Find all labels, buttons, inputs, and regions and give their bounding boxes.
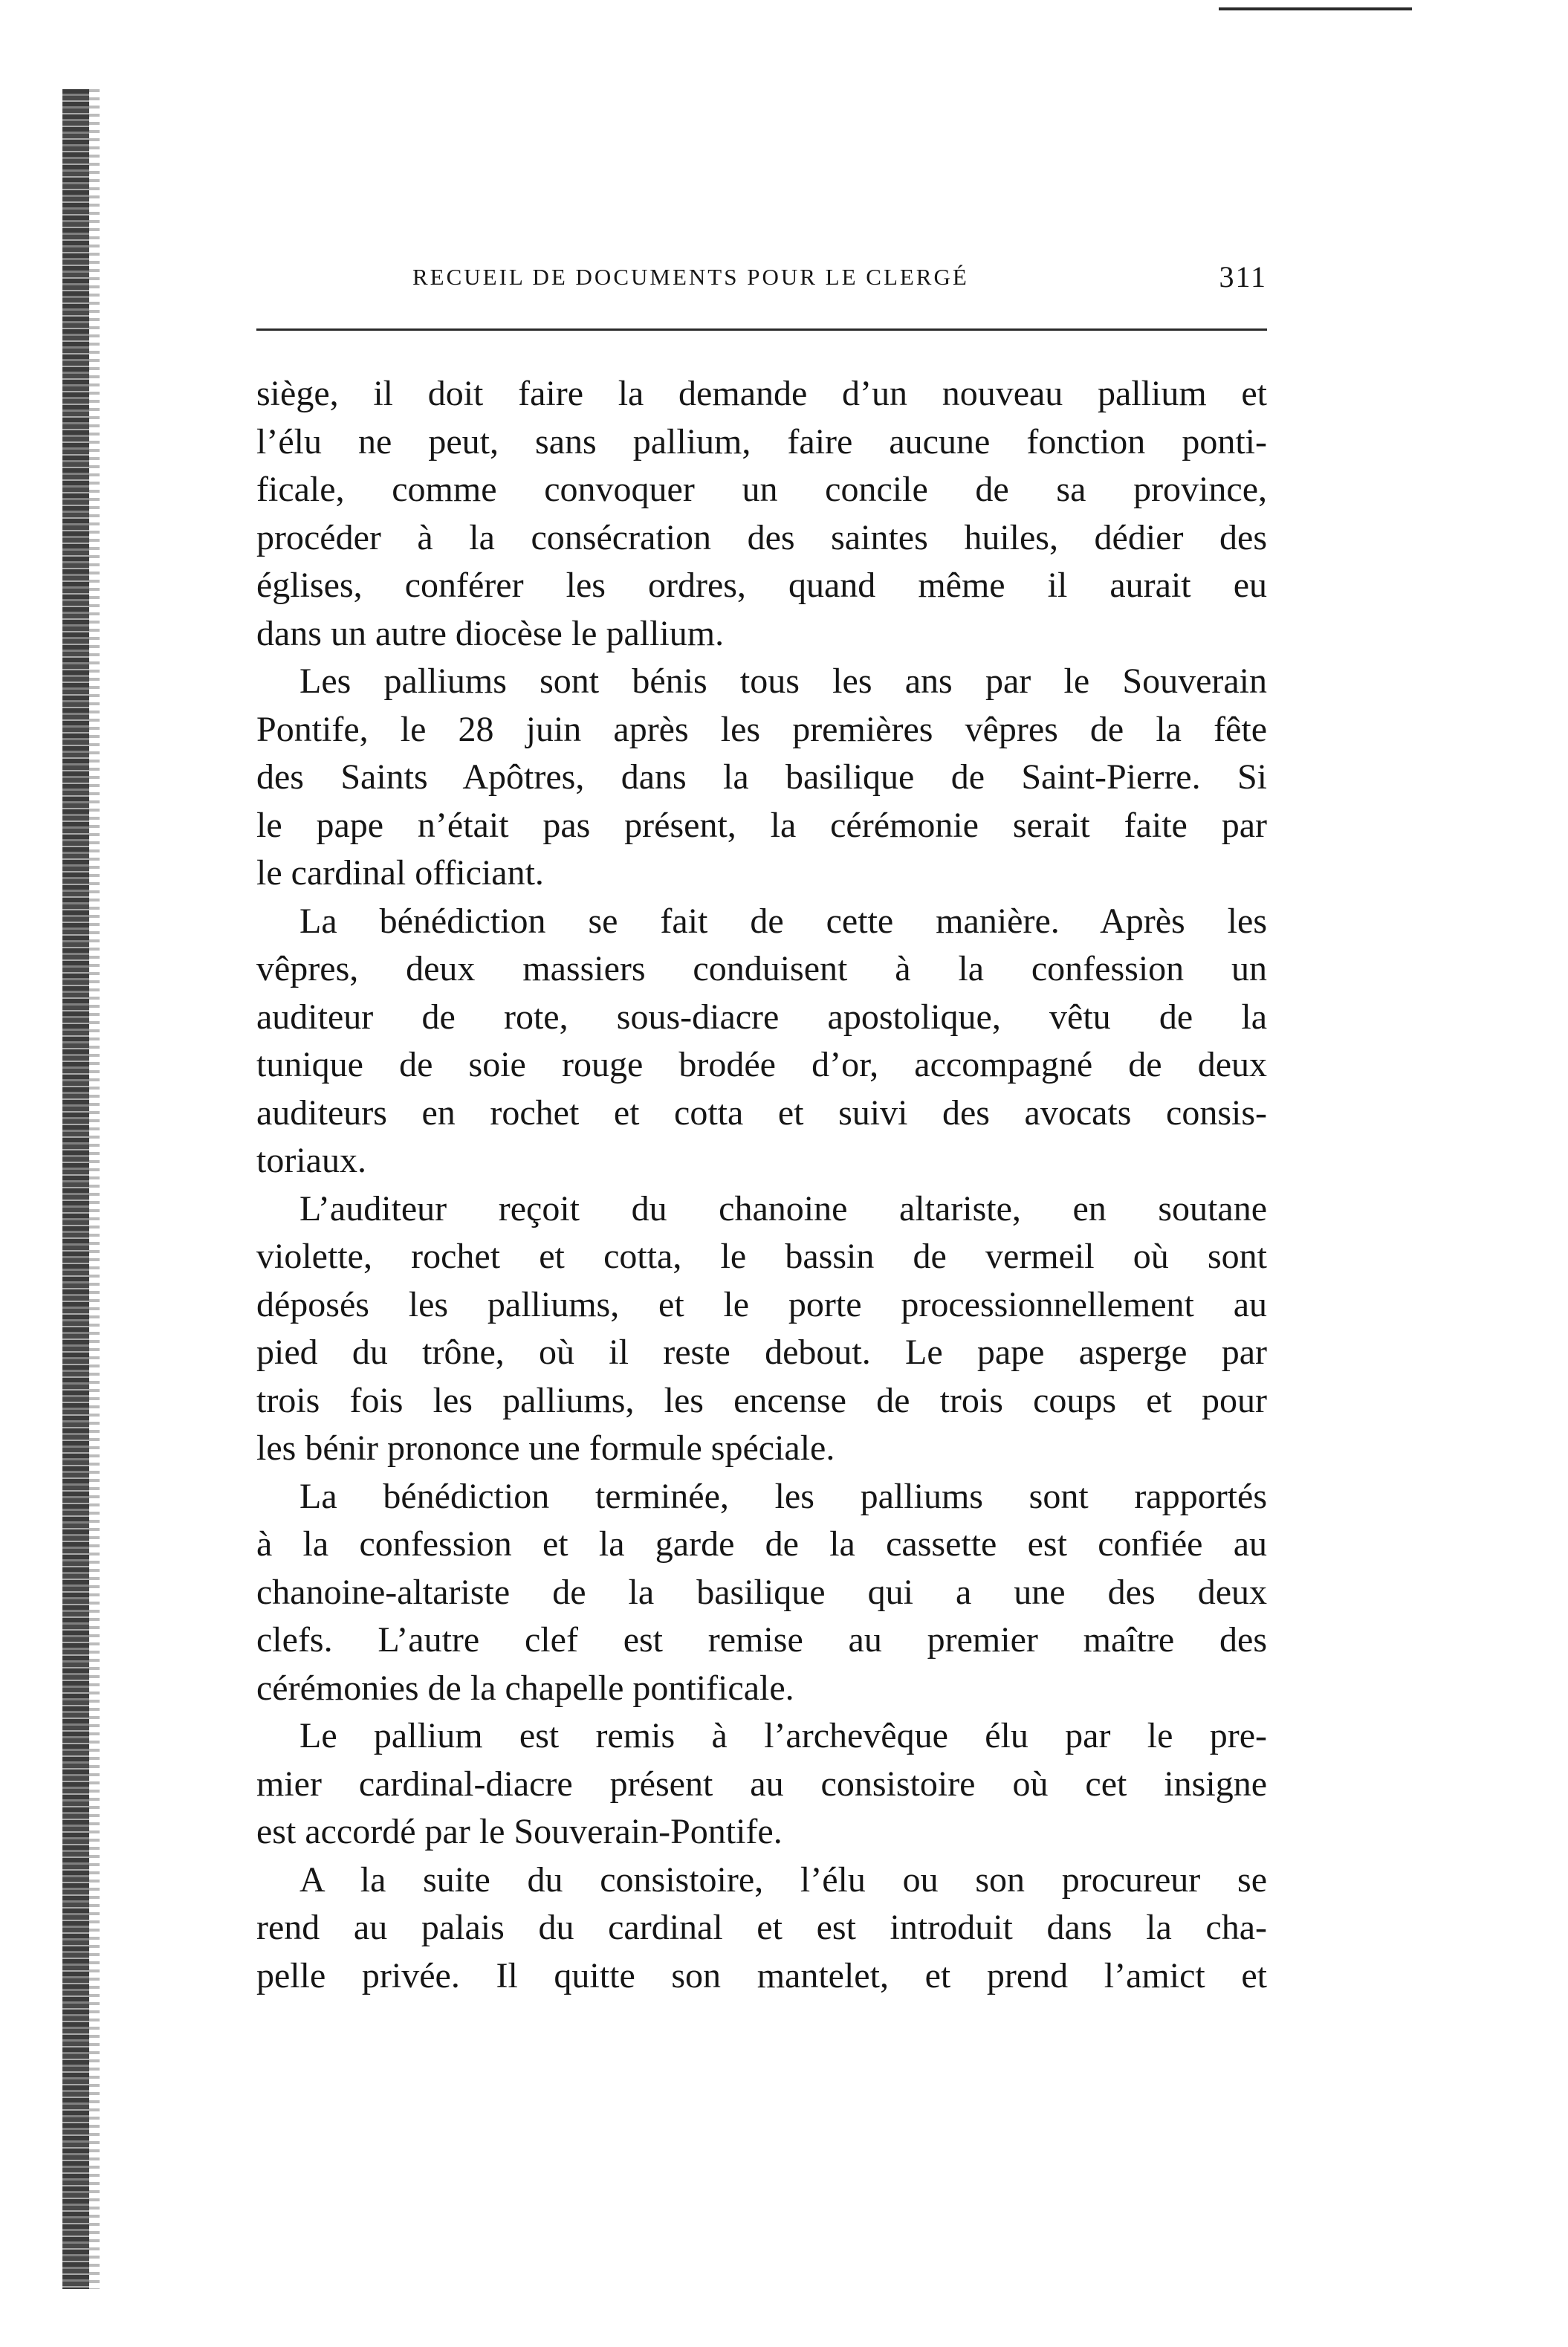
text-line: violette, rochet et cotta, le bassin de vermeil où sont bbox=[256, 1237, 1267, 1276]
text-line: rend au palais du cardinal et est introduit dans la cha- bbox=[256, 1908, 1267, 1947]
text-line: chanoine-altariste de la basilique qui a une des deux bbox=[256, 1572, 1267, 1612]
page-number: 311 bbox=[1219, 260, 1267, 294]
text-line: déposés les palliums, et le porte processionnellement au bbox=[256, 1284, 1267, 1324]
text-line: trois fois les palliums, les encense de trois coups et pour bbox=[256, 1380, 1267, 1420]
running-title: RECUEIL DE DOCUMENTS POUR LE CLERGÉ bbox=[412, 264, 969, 290]
text-line: Les palliums sont bénis tous les ans par le Souverain bbox=[299, 661, 1267, 701]
body-text bbox=[256, 370, 1267, 2000]
text-line: ficale, comme convoquer un concile de sa province, bbox=[256, 470, 1267, 509]
text-line: les bénir prononce une formule spéciale. bbox=[256, 1428, 835, 1468]
text-line: le pape n’était pas présent, la cérémonie serait faite par bbox=[256, 805, 1267, 845]
text-line: vêpres, deux massiers conduisent à la confession un bbox=[256, 949, 1267, 988]
text-line: Pontife, le 28 juin après les premières vêpres de la fête bbox=[256, 709, 1267, 749]
text-line: à la confession et la garde de la cassette est confiée au bbox=[256, 1524, 1267, 1564]
text-line: La bénédiction terminée, les palliums sont rapportés bbox=[299, 1476, 1267, 1516]
book-spine-edge bbox=[62, 89, 89, 2289]
text-line: dans un autre diocèse le pallium. bbox=[256, 613, 725, 653]
text-line: Le pallium est remis à l’archevêque élu par le pre- bbox=[299, 1716, 1267, 1755]
text-line: L’auditeur reçoit du chanoine altariste, en soutane bbox=[299, 1188, 1267, 1228]
text-line: le cardinal officiant. bbox=[256, 853, 544, 893]
text-line: pelle privée. Il quitte son mantelet, et prend l’amict et bbox=[256, 1955, 1267, 1995]
top-edge-rule bbox=[1219, 7, 1412, 10]
text-line: clefs. L’autre clef est remise au premier maître des bbox=[256, 1620, 1267, 1660]
book-spine-shadow bbox=[89, 89, 100, 2289]
header-rule bbox=[256, 328, 1267, 331]
text-line: A la suite du consistoire, l’élu ou son procureur se bbox=[299, 1859, 1267, 1900]
text-line: procéder à la consécration des saintes huiles, dédier des bbox=[256, 517, 1267, 557]
text-line: pied du trône, où il reste debout. Le pape asperge par bbox=[256, 1333, 1267, 1372]
text-line: l’élu ne peut, sans pallium, faire aucune fonction ponti- bbox=[256, 421, 1267, 462]
text-line: est accordé par le Souverain-Pontife. bbox=[256, 1812, 783, 1851]
running-head bbox=[256, 255, 1267, 300]
text-line: des Saints Apôtres, dans la basilique de Saint-Pierre. Si bbox=[256, 757, 1267, 797]
text-line: siège, il doit faire la demande d’un nouveau pallium et bbox=[256, 374, 1267, 413]
text-line: églises, conférer les ordres, quand même il aurait eu bbox=[256, 566, 1267, 605]
text-line: auditeurs en rochet et cotta et suivi des avocats consis- bbox=[256, 1092, 1267, 1133]
text-line: tunique de soie rouge brodée d’or, accompagné de deux bbox=[256, 1045, 1267, 1084]
text-line: cérémonies de la chapelle pontificale. bbox=[256, 1668, 794, 1708]
text-line: auditeur de rote, sous-diacre apostolique, vêtu de la bbox=[256, 997, 1267, 1037]
text-line: La bénédiction se fait de cette manière. Après les bbox=[299, 901, 1267, 941]
text-line: toriaux. bbox=[256, 1141, 366, 1180]
text-line: mier cardinal-diacre présent au consistoire où cet insigne bbox=[256, 1764, 1267, 1804]
